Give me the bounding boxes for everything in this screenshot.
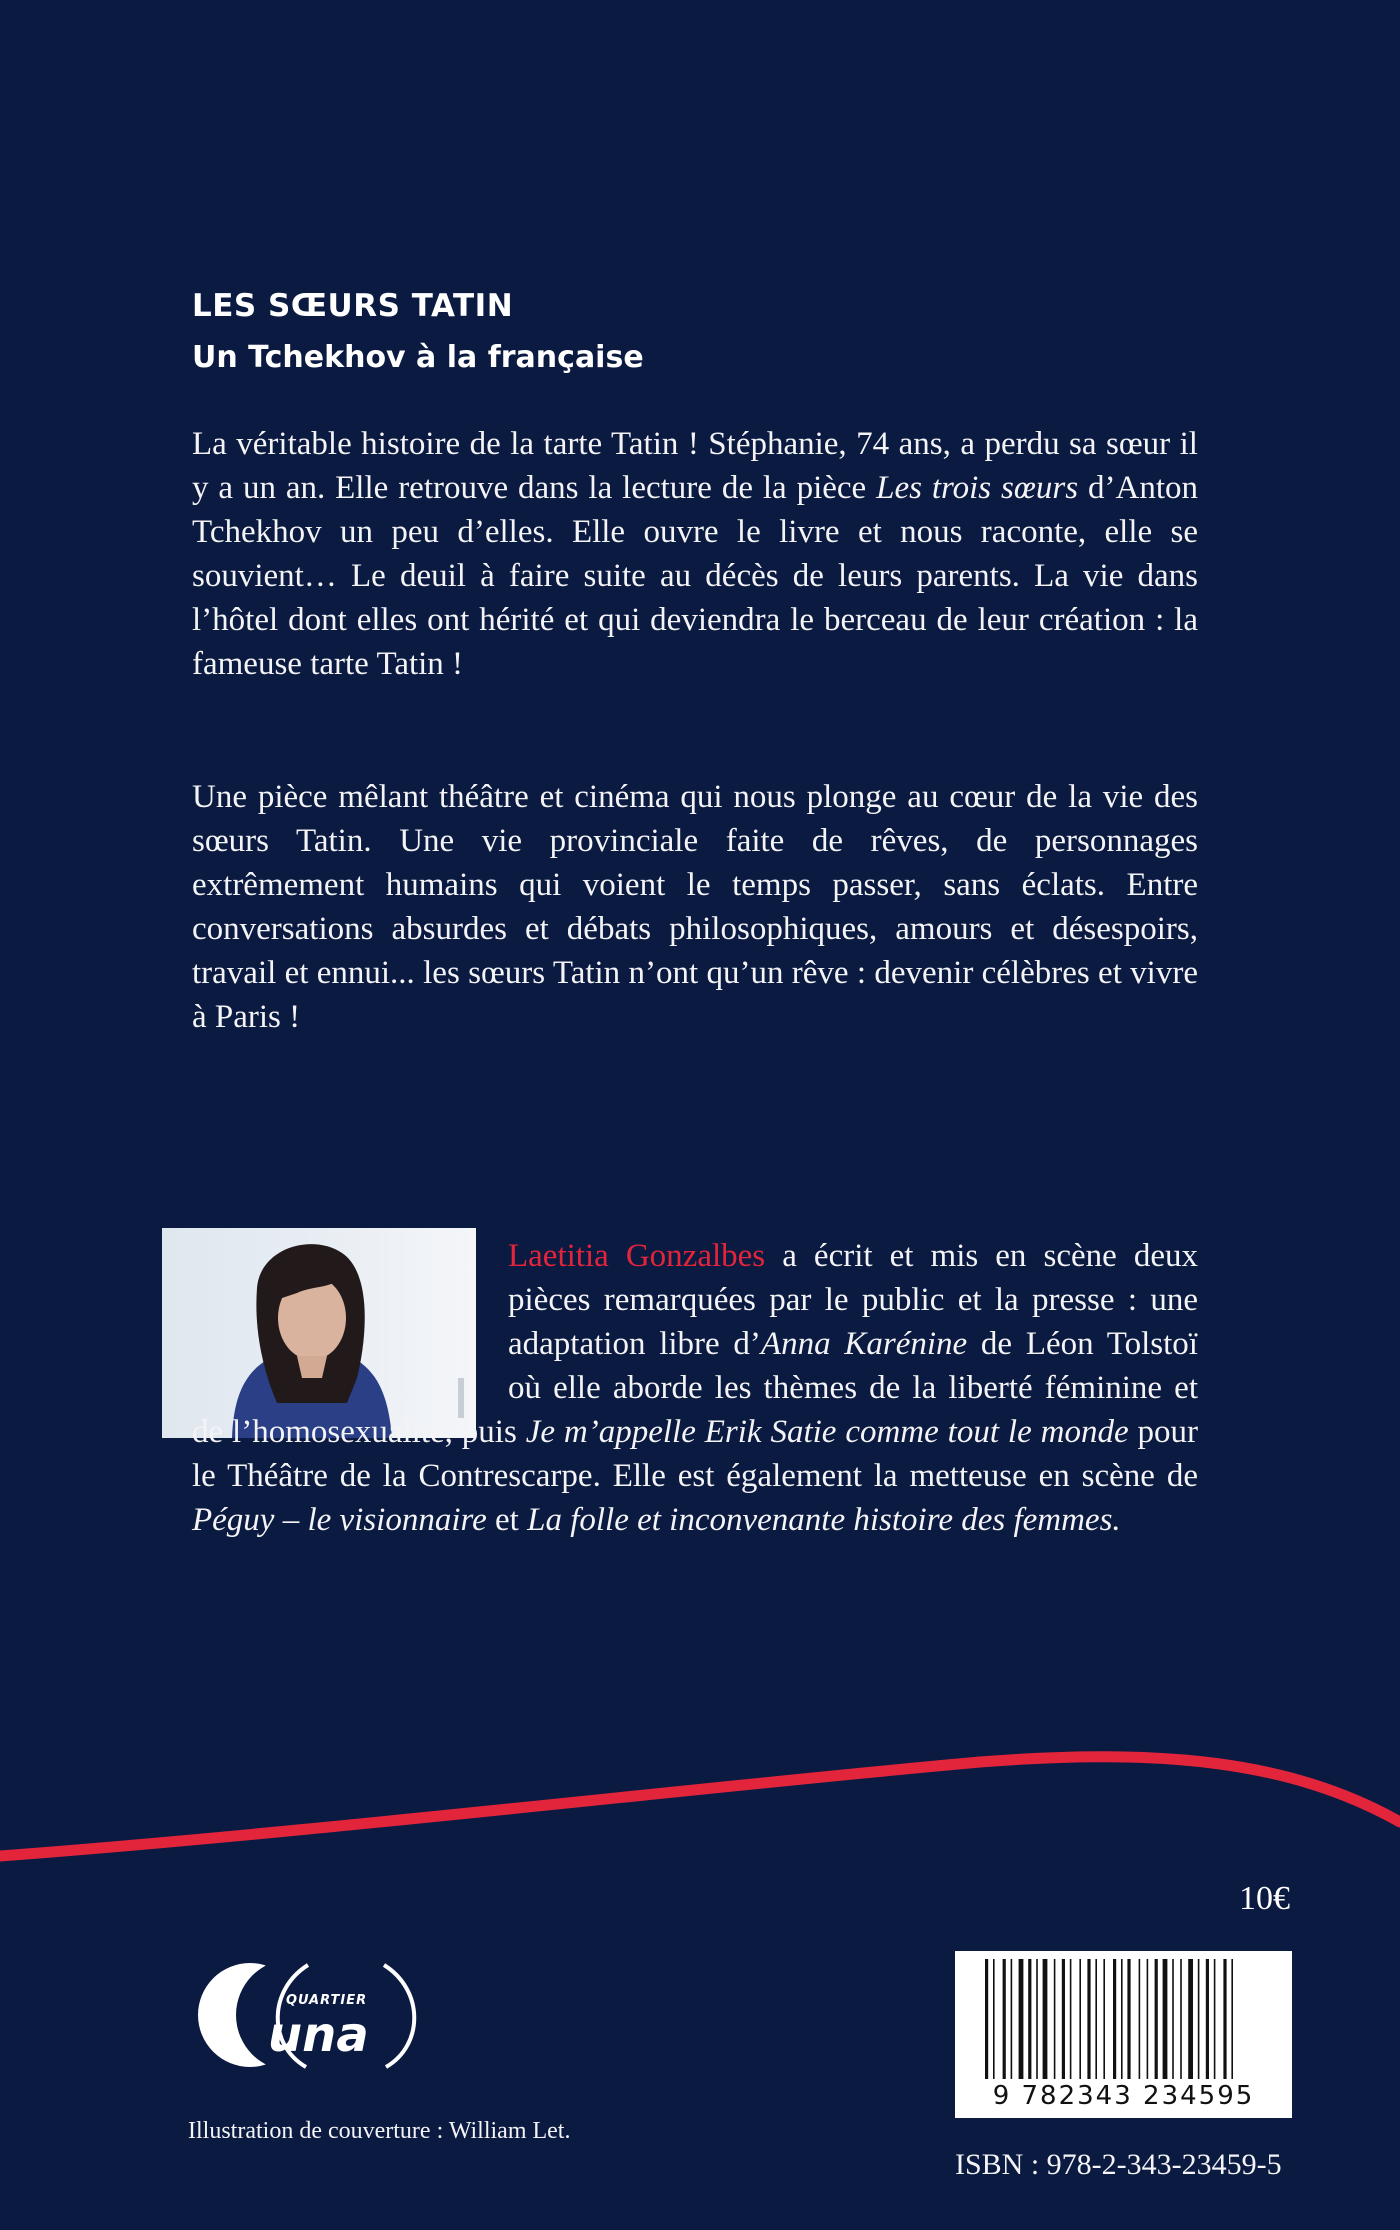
text-segment: La véritable histoire de la tarte Tatin ! <box>192 426 699 462</box>
cover-illustration-credit: Illustration de couverture : William Let. <box>188 2118 571 2144</box>
italic-title-segment: Péguy – le visionnaire <box>192 1502 487 1538</box>
summary-paragraph-1 <box>192 422 1198 686</box>
text-segment: a écrit et mis en scène deux pièces remarquées par le public et la presse : une adaptation libre d’ <box>508 1238 1198 1362</box>
italic-title-segment: Anna Karénine <box>760 1326 968 1362</box>
text-segment: de Léon Tolstoï où elle aborde les thèmes de la liberté féminine et de l’homosexualité, puis <box>192 1326 1198 1450</box>
text-segment: Stéphanie, 74 ans, a perdu sa sœur il y a un an. Elle retrouve dans la lecture de la pièce <box>192 426 1198 506</box>
barcode-digits: 9 782343 234595 <box>992 2081 1255 2111</box>
italic-title-segment: Les trois sœurs <box>876 470 1079 506</box>
barcode-bars <box>955 1951 1292 2081</box>
italic-title-segment: Je m’appelle Erik Satie comme tout le monde <box>525 1414 1129 1450</box>
publisher-logo-line-2: una <box>268 2007 369 2063</box>
book-subtitle: Un Tchekhov à la française <box>192 340 644 375</box>
text-segment: pour le Théâtre de la Contrescarpe. Elle est également la metteuse en scène de <box>192 1414 1198 1494</box>
price: 10€ <box>1239 1880 1290 1917</box>
isbn: ISBN : 978-2-343-23459-5 <box>955 2148 1282 2181</box>
author-biography <box>192 1234 1198 1542</box>
text-segment: et <box>486 1502 528 1538</box>
text-segment: d’Anton Tchekhov un peu d’elles. Elle ouvre le livre et nous raconte, elle se souvient… Le deuil à faire suite au décès de leurs parents. La vie dans l’hôtel dont elles ont hérité et qui deviendra le berceau de leur création : la fameuse tarte Tatin ! <box>192 470 1198 682</box>
italic-title-segment: La folle et inconvenante histoire des femmes. <box>527 1502 1121 1538</box>
author-name: Laetitia Gonzalbes <box>508 1238 766 1274</box>
photo-float-spacer <box>192 1234 508 1400</box>
summary-paragraph-2: Une pièce mêlant théâtre et cinéma qui nous plonge au cœur de la vie des sœurs Tatin. Une vie provinciale faite de rêves, de personnages extrêmement humains qui voient le temps passer, sans éclats. Entre conversations absurdes et débats philosophiques, amours et désespoirs, travail et ennui... les sœurs Tatin n’ont qu’un rêve : devenir célèbres et vivre à Paris ! <box>192 779 1198 1035</box>
publisher-logo <box>188 1955 448 2075</box>
barcode <box>955 1951 1292 2118</box>
publisher-logo-line-1: QUARTIER <box>286 1993 368 2008</box>
book-title: LES SŒURS TATIN <box>192 288 514 324</box>
